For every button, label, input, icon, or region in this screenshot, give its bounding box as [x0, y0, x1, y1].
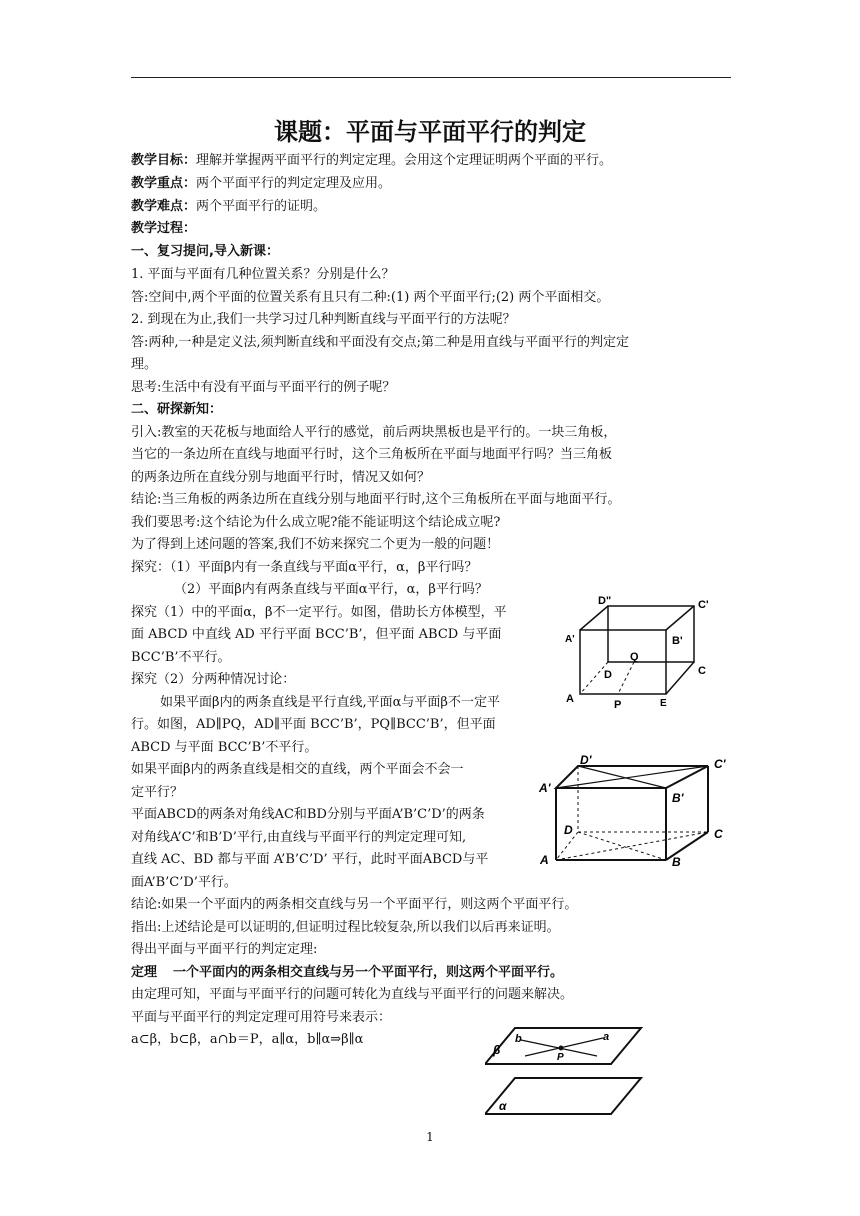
label-e: E — [660, 698, 667, 709]
difficulty-label: 教学难点： — [131, 199, 197, 214]
label-alpha: α — [499, 1099, 507, 1113]
difficulty-line — [131, 197, 326, 216]
case-2-line-1: 如果平面β内的两条直线是相交的直线，两个平面会不会一 — [131, 762, 464, 777]
explore-1-answer-line-3: BCC’B’不平行。 — [131, 650, 231, 665]
key-label: 教学重点： — [131, 176, 197, 191]
theorem-text: 一个平面内的两条相交直线与另一个平面平行，则这两个平面平行。 — [173, 965, 564, 980]
goal-label: 教学目标： — [131, 153, 197, 168]
explore-1: 探究：（1）平面β内有一条直线与平面α平行，α，β平行吗？ — [131, 560, 478, 575]
goal-text: 理解并掌握两平面平行的判定定理。会用这个定理证明两个平面的平行。 — [196, 153, 613, 168]
conclusion-1: 结论:当三角板的两条边所在直线分别与地面平行时,这个三角板所在平面与地面平行。 — [131, 492, 621, 507]
case-1-line-1: 如果平面β内的两条直线是平行直线,平面α与平面β不一定平 — [160, 695, 500, 710]
label-c: C — [698, 665, 706, 677]
theorem-line — [131, 963, 563, 982]
label-c1: C' — [698, 599, 709, 611]
case-2-line-3: 平面ABCD的两条对角线AC和BD分别与平面A’B’C’D’的两条 — [131, 807, 485, 822]
label-a: A — [566, 693, 574, 705]
process-heading: 教学过程： — [131, 221, 197, 236]
label-p: P — [614, 699, 622, 711]
cuboid-figure-2 — [536, 752, 736, 868]
section-1-heading: 一、复习提问,导入新课： — [131, 244, 279, 259]
case-2-line-4: 对角线A’C’和B’D’平行,由直线与平面平行的判定定理可知, — [131, 830, 467, 845]
think-2: 我们要思考:这个结论为什么成立呢?能不能证明这个结论成立呢? — [131, 515, 501, 530]
point-out: 指出:上述结论是可以证明的,但证明过程比较复杂,所以我们以后再来证明。 — [131, 920, 560, 935]
label-a1: A' — [565, 634, 575, 645]
header-rule — [131, 77, 731, 78]
label-q: Q — [630, 651, 639, 663]
label-p: P — [557, 1052, 564, 1063]
parallel-planes-figure — [485, 1026, 647, 1118]
transform-line: 由定理可知，平面与平面平行的问题可转化为直线与平面平行的问题来解决。 — [131, 987, 574, 1002]
explore-1-answer-line-2: 面 ABCD 中直线 AD 平行平面 BCC’B’，但平面 ABCD 与平面 — [131, 627, 502, 642]
label-a: a — [603, 1031, 610, 1043]
case-2-line-5: 直线 AC、BD 都与平面 A’B’C’D’ 平行，此时平面ABCD与平 — [131, 852, 489, 867]
answer-2-line-1: 答:两种,一种是定义法,须判断直线和平面没有交点;第二种是用直线与平面平行的判定定 — [131, 335, 630, 350]
label-b1: B' — [672, 791, 684, 805]
answer-2-line-2: 理。 — [131, 357, 158, 372]
answer-1: 答:空间中,两个平面的位置关系有且只有二种:(1) 两个平面平行;(2) 两个平面相交。 — [131, 290, 610, 305]
label-beta: β — [493, 1043, 501, 1057]
case-2-line-6: 面A’B’C’D’平行。 — [131, 875, 237, 890]
symbol-intro: 平面与平面平行的判定定理可用符号来表示： — [131, 1010, 392, 1025]
label-d: D — [604, 669, 612, 681]
symbol-formula: a⊂β，b⊂β，a∩b＝P，a∥α，b∥α⇒β∥α — [131, 1032, 364, 1047]
label-a: A — [540, 853, 549, 867]
derive-line: 得出平面与平面平行的判定定理: — [131, 942, 318, 957]
goal-line — [131, 151, 612, 170]
section-2-heading: 二、研探新知： — [131, 402, 223, 417]
intro-line-2: 当它的一条边所在直线与地面平行时，这个三角板所在平面与地面平行吗？当三角板 — [131, 447, 613, 462]
explore-2-heading: 探究（2）分两种情况讨论： — [131, 672, 296, 687]
label-c: C — [714, 827, 723, 841]
question-1: 1. 平面与平面有几种位置关系？分别是什么？ — [131, 267, 395, 282]
page-number: 1 — [426, 1130, 434, 1144]
case-2-line-2: 定平行？ — [131, 785, 184, 800]
page-title: 课题：平面与平面平行的判定 — [274, 118, 586, 146]
label-b: b — [515, 1033, 522, 1045]
key-line — [131, 174, 391, 193]
case-1-line-3: ABCD 与平面 BCC’B’不平行。 — [131, 740, 318, 755]
label-c1: C' — [714, 757, 726, 771]
label-d: D — [564, 823, 573, 837]
label-d1: D' — [580, 753, 592, 767]
cuboid-figure-1 — [562, 592, 722, 716]
intro-line-1: 引入:教室的天花板与地面给人平行的感觉，前后两块黑板也是平行的。一块三角板， — [131, 425, 617, 440]
think-1: 思考:生活中有没有平面与平面平行的例子呢？ — [131, 380, 396, 395]
intersection-point — [559, 1046, 564, 1051]
explore-2: （2）平面β内有两条直线与平面α平行，α，β平行吗？ — [174, 582, 488, 597]
intro-line-3: 的两条边所在直线分别与地面平行时，情况又如何？ — [131, 470, 431, 485]
label-d2: D" — [598, 595, 612, 607]
difficulty-text: 两个平面平行的证明。 — [196, 199, 327, 214]
label-b: B — [672, 855, 681, 868]
think-3: 为了得到上述问题的答案,我们不妨来探究二个更为一般的问题！ — [131, 537, 500, 552]
explore-1-answer-line-1: 探究（1）中的平面α，β不一定平行。如图，借助长方体模型，平 — [131, 605, 507, 620]
conclusion-2: 结论:如果一个平面内的两条相交直线与另一个平面平行，则这两个平面平行。 — [131, 897, 578, 912]
theorem-label: 定理 — [131, 965, 158, 980]
case-1-line-2: 行。如图，AD∥PQ，AD∥平面 BCC’B’，PQ∥BCC’B’，但平面 — [131, 717, 496, 732]
key-text: 两个平面平行的判定定理及应用。 — [196, 176, 392, 191]
question-2: 2. 到现在为止,我们一共学习过几种判断直线与平面平行的方法呢？ — [131, 312, 516, 327]
label-a1: A' — [539, 781, 551, 795]
label-b1: B' — [672, 635, 683, 647]
